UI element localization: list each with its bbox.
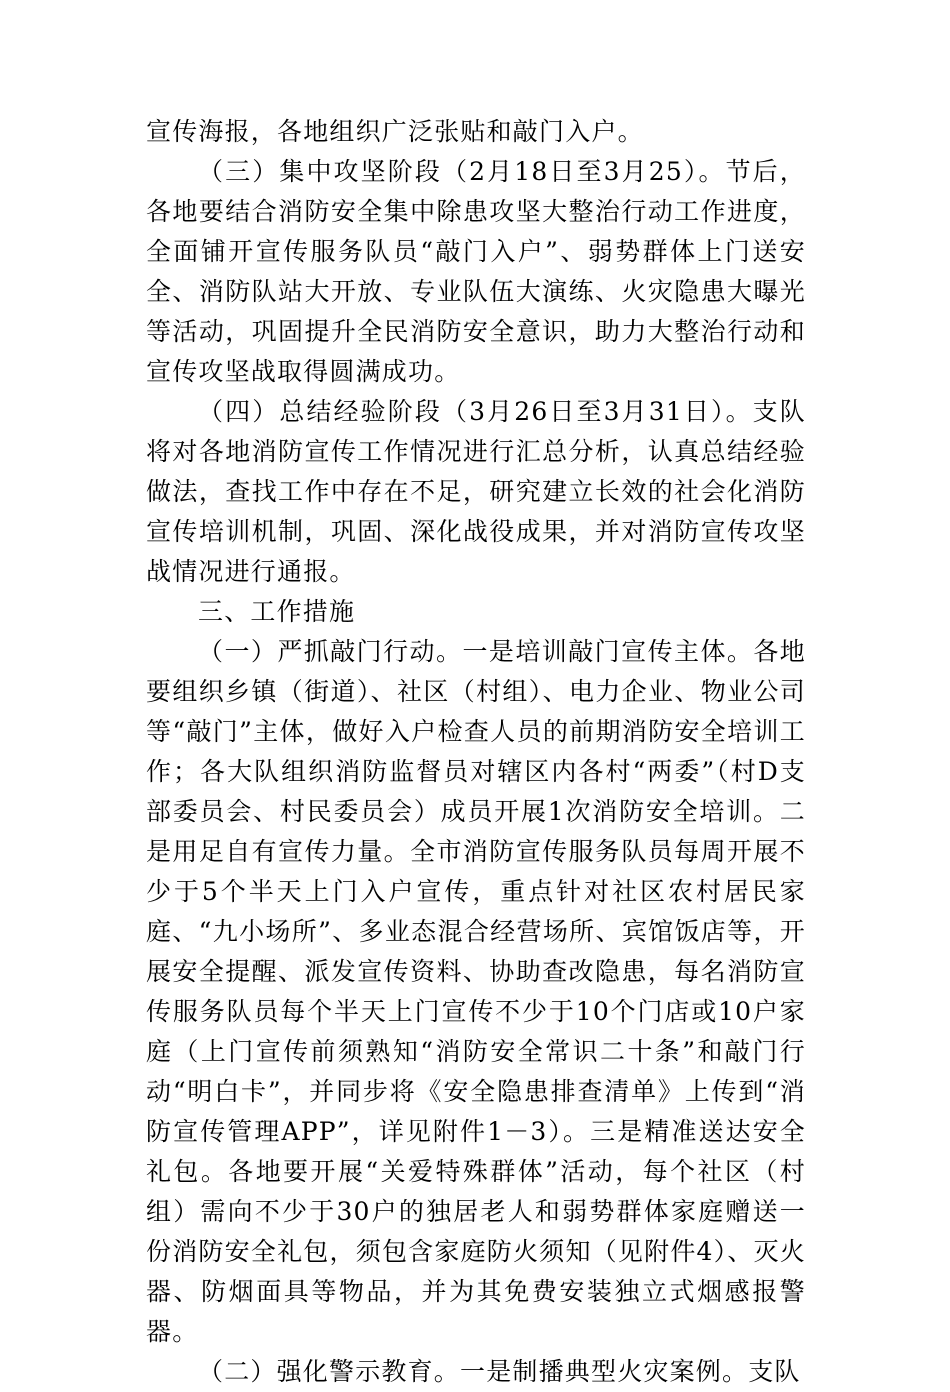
- paragraph-measure-one: （一）严抓敲门行动。一是培训敲门宣传主体。各地要组织乡镇（街道）、社区（村组）、电力企业、物业公司等“敲门”主体，做好入户检查人员的前期消防安全培训工作；各大队组织消防监督员对辖区内各村“两委”（村D支部委员会、村民委员会）成员开展1次消防安全培训。二是用足自有宣传力量。全市消防宣传服务队员每周开展不少于5个半天上门入户宣传，重点针对社区农村居民家庭、“九小场所”、多业态混合经营场所、宾馆饭店等，开展安全提醒、派发宣传资料、协助查改隐患，每名消防宣传服务队员每个半天上门宣传不少于10个门店或10户家庭（上门宣传前须熟知“消防安全常识二十条”和敲门行动“明白卡”，并同步将《安全隐患排查清单》上传到“消防宣传管理APP”，详见附件1－3）。三是精准送达安全礼包。各地要开展“关爱特殊群体”活动，每个社区（村组）需向不少于30户的独居老人和弱势群体家庭赠送一份消防安全礼包，须包含家庭防火须知（见附件4）、灭火器、防烟面具等物品，并为其免费安装独立式烟感报警器。: [146, 637, 806, 1346]
- paragraph-measure-two: （二）强化警示教育。一是制播典型火灾案例。支队: [198, 1357, 801, 1386]
- section-heading: 三、工作措施: [198, 597, 356, 626]
- paragraph-continued: 宣传海报，各地组织广泛张贴和敲门入户。: [146, 117, 644, 146]
- paragraph-stage-four: （四）总结经验阶段（3月26日至3月31日）。支队将对各地消防宣传工作情况进行汇总分析，认真总结经验做法，查找工作中存在不足，研究建立长效的社会化消防宣传培训机制，巩固、深化战役成果，并对消防宣传攻坚战情况进行通报。: [146, 397, 806, 586]
- paragraph-stage-three: （三）集中攻坚阶段（2月18日至3月25）。节后，各地要结合消防安全集中除患攻坚大整治行动工作进度，全面铺开宣传服务队员“敲门入户”、弱势群体上门送安全、消防队站大开放、专业队伍大演练、火灾隐患大曝光等活动，巩固提升全民消防安全意识，助力大整治行动和宣传攻坚战取得圆满成功。: [146, 157, 806, 386]
- document-page: [146, 112, 806, 1392]
